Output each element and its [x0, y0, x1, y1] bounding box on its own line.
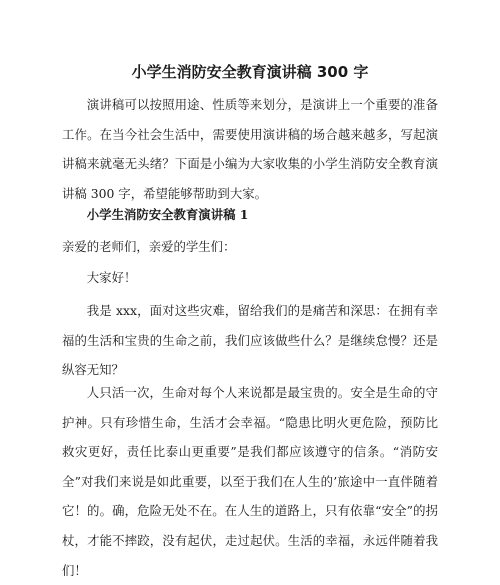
hello-line: 大家好！	[86, 270, 137, 285]
paragraph-2: 人只活一次，生命对每个人来说都是最宝贵的。安全是生命的守护神。只有珍惜生命，生活才会幸福。“隐患比明火更危险，预防比救灾更好，责任比泰山更重要”是我们都应该遵守的信条。“消防安全”对我们来说是如此重要，以至于我们在人生的’旅途中一直伴随着它！的。确，危险无处不在。在人生的道路上，只有依靠“安全”的拐杖，才能不摔跤，没有起伏，走过起伏。生活的幸福，永远伴随着我们！	[62, 385, 438, 578]
paragraph-1: 我是 xxx，面对这些灾难，留给我们的是痛苦和深思：在拥有幸福的生活和宝贵的生命之前，我们应该做些什么？是继续怠慢？还是纵容无知？	[62, 303, 438, 378]
greeting-line: 亲爱的老师们，亲爱的学生们：	[62, 239, 236, 254]
intro-paragraph: 演讲稿可以按照用途、性质等来划分，是演讲上一个重要的准备工作。在当今社会生活中，需要使用演讲稿的场合越来越多，写起演讲稿来就毫无头绪？下面是小编为大家收集的小学生消防安全教育演讲稿 300 字，希望能够帮助到大家。	[62, 97, 438, 201]
section-heading: 小学生消防安全教育演讲稿 1	[86, 207, 249, 222]
document-title: 小学生消防安全教育演讲稿 300 字	[131, 63, 369, 81]
